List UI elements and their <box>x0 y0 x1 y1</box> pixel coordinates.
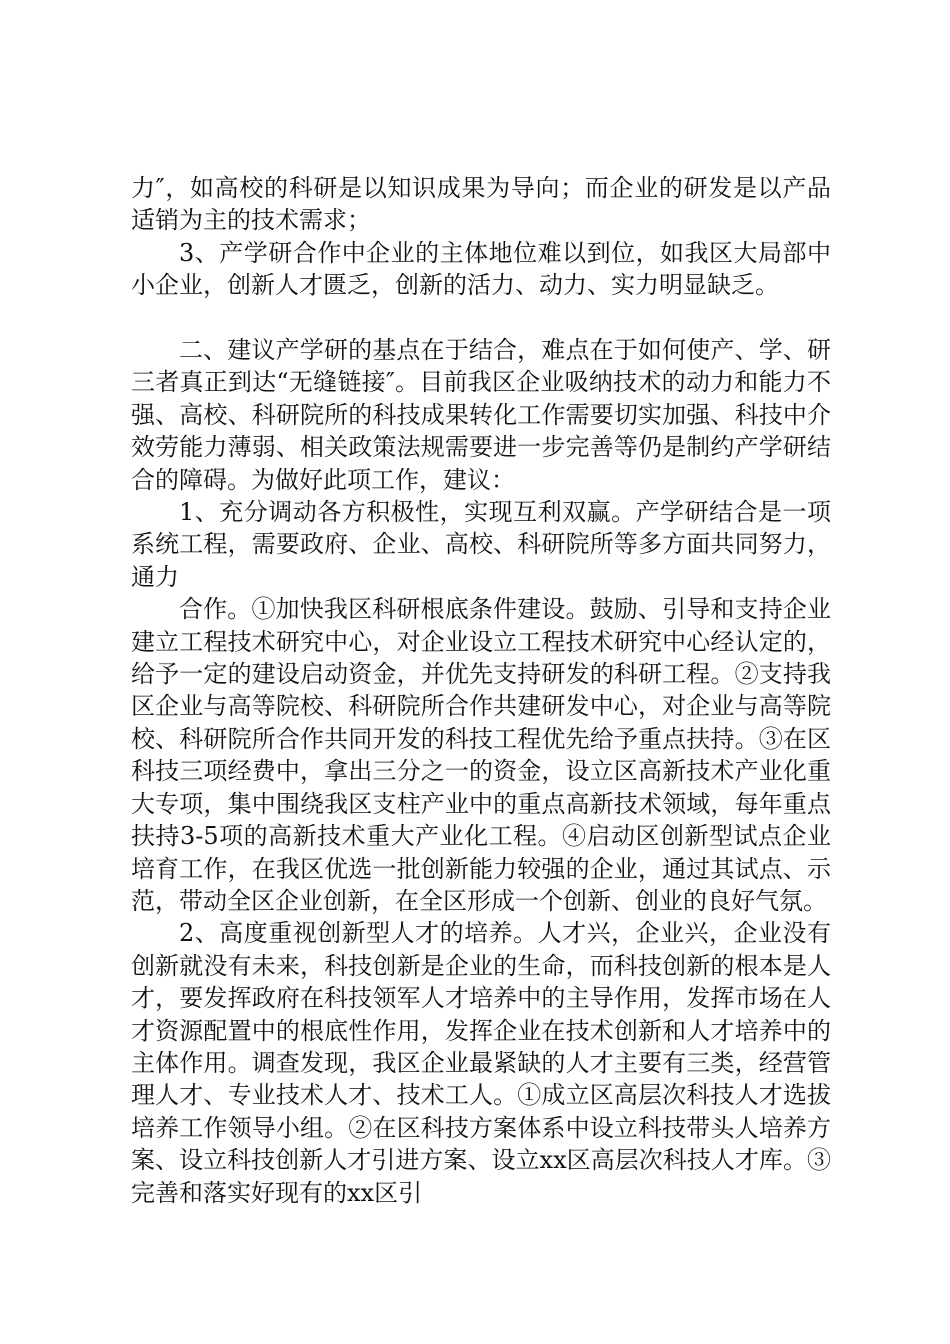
paragraph-spacer <box>131 302 831 334</box>
paragraph-suggestion-2: 2、高度重视创新型人才的培养。人才兴，企业兴，企业没有创新就没有未来，科技创新是企业的生命，而科技创新的根本是人才，要发挥政府在科技领军人才培养中的主导作用，发挥市场在人才资源配置中的根底性作用，发挥企业在技术创新和人才培养中的主体作用。调查发现，我区企业最紧缺的人才主要有三类，经营管理人才、专业技术人才、技术工人。①成立区高层次科技人才选拔培养工作领导小组。②在区科技方案体系中设立科技带头人培养方案、设立科技创新人才引进方案、设立xx区高层次科技人才库。③完善和落实好现有的xx区引 <box>131 919 831 1207</box>
paragraph-suggestion-1: 1、充分调动各方积极性，实现互利双赢。产学研结合是一项系统工程，需要政府、企业、高校、科研院所等多方面共同努力，通力 <box>131 498 831 591</box>
paragraph-point-3: 3、产学研合作中企业的主体地位难以到位，如我区大局部中小企业，创新人才匮乏，创新的活力、动力、实力明显缺乏。 <box>131 238 831 300</box>
paragraph-continuation: 力″，如高校的科研是以知识成果为导向；而企业的研发是以产品适销为主的技术需求； <box>131 174 831 235</box>
document-body <box>131 172 831 1209</box>
paragraph-cooperation: 合作。①加快我区科研根底条件建设。鼓励、引导和支持企业建立工程技术研究中心，对企业设立工程技术研究中心经认定的，给予一定的建设启动资金，并优先支持研发的科研工程。②支持我区企业与高等院校、科研院所合作共建研发中心，对企业与高等院校、科研院所合作共同开发的科技工程优先给予重点扶持。③在区科技三项经费中，拿出三分之一的资金，设立区高新技术产业化重大专项，集中围绕我区支柱产业中的重点高新技术领域，每年重点扶持3-5项的高新技术重大产业化工程。④启动区创新型试点企业培育工作，在我区优选一批创新能力较强的企业，通过其试点、示范，带动全区企业创新，在全区形成一个创新、创业的良好气氛。 <box>131 595 831 915</box>
paragraph-section-2: 二、建议产学研的基点在于结合，难点在于如何使产、学、研三者真正到达“无缝链接″。目前我区企业吸纳技术的动力和能力不强、高校、科研院所的科技成果转化工作需要切实加强、科技中介效劳能力薄弱、相关政策法规需要进一步完善等仍是制约产学研结合的障碍。为做好此项工作，建议： <box>131 336 831 494</box>
